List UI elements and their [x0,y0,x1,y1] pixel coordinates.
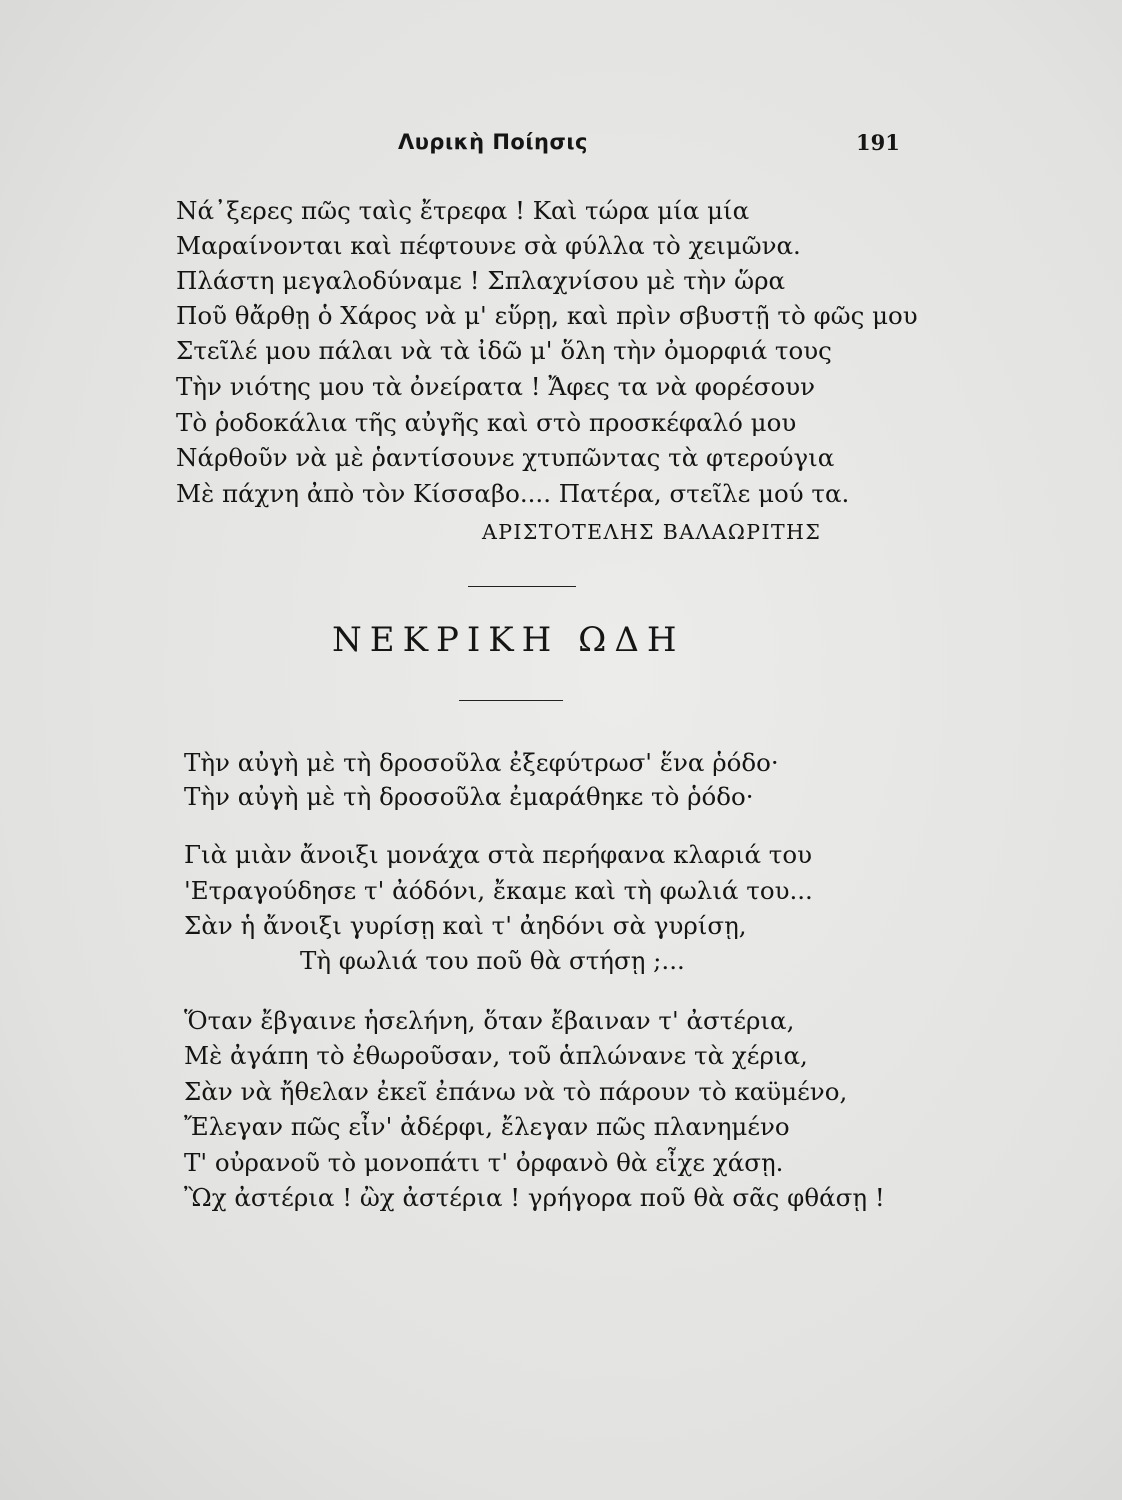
poem-line: Τ' οὐρανοῦ τὸ μονοπάτι τ' ὀρφανὸ θὰ εἶχε χάσῃ. [184,1148,784,1177]
poem-line: Μὲ ἀγάπη τὸ ἐθωροῦσαν, τοῦ ἁπλώνανε τὰ χέρια, [184,1041,808,1070]
poem-line: Τὴν νιότης μου τὰ ὀνείρατα ! Ἄφες τα νὰ φορέσουν [176,372,816,401]
poem-line: Σὰν νὰ ἤθελαν ἐκεῖ ἐπάνω νὰ τὸ πάρουν τὸ καϋμένο, [184,1077,848,1106]
poem-title: ΝΕΚΡΙΚΗ ΩΔΗ [332,620,685,660]
poem-line: Μαραίνονται καὶ πέφτουνε σὰ φύλλα τὸ χειμῶνα. [176,231,801,260]
poem-author: ΑΡΙΣΤΟΤΕΛΗΣ ΒΑΛΑΩΡΙΤΗΣ [482,520,822,544]
poem-line: Τὸ ῥοδοκάλια τῆς αὐγῆς καὶ στὸ προσκέφαλό μου [176,408,797,437]
poem-line: Νά᾽ξερες πῶς ταὶς ἔτρεφα ! Καὶ τώρα μία μία [176,196,750,225]
divider-rule [459,700,563,701]
poem-line: Ἔλεγαν πῶς εἶν' ἀδέρφι, ἔλεγαν πῶς πλανημένο [184,1112,790,1141]
poem-line: Ποῦ θἄρθῃ ὁ Χάρος νὰ μ' εὕρῃ, καὶ πρὶν σβυστῇ τὸ φῶς μου [176,301,918,330]
poem-line: Τὴ φωλιά του ποῦ θὰ στήσῃ ;... [300,946,685,975]
poem-line: Στεῖλέ μου πάλαι νὰ τὰ ἰδῶ μ' ὅλη τὴν ὀμορφιά τους [176,336,832,365]
poem-line: Γιὰ μιὰν ἄνοιξι μονάχα στὰ περήφανα κλαριά του [184,840,813,869]
poem-line: Πλάστη μεγαλοδύναμε ! Σπλαχνίσου μὲ τὴν ὥρα [176,266,786,295]
poem-line: Ὅταν ἔβγαινε ἡσελήνη, ὅταν ἔβαιναν τ' ἀστέρια, [184,1006,795,1035]
poem-line: Σὰν ἡ ἄνοιξι γυρίσῃ καὶ τ' ἀηδόνι σὰ γυρίσῃ, [184,911,747,940]
poem-line: Ὢχ ἀστέρια ! ὢχ ἀστέρια ! γρήγορα ποῦ θὰ σᾶς φθάσῃ ! [184,1183,885,1212]
poem-line: Τὴν αὐγὴ μὲ τὴ δροσοῦλα ἐμαράθηκε τὸ ῥόδο· [184,782,754,811]
poem-line: 'Ετραγούδησε τ' ἀόδόνι, ἔκαμε καὶ τὴ φωλιά του... [184,876,813,905]
poem-line: Τὴν αὐγὴ μὲ τὴ δροσοῦλα ἐξεφύτρωσ' ἕνα ῥόδο· [184,748,779,777]
running-head: Λυρικὴ Ποίησις [398,130,588,154]
divider-rule [468,586,576,587]
page-number: 191 [856,130,900,155]
poem-line: Νάρθοῦν νὰ μὲ ῥαντίσουνε χτυπῶντας τὰ φτερούγια [176,443,835,472]
poem-line: Μὲ πάχνη ἀπὸ τὸν Κίσσαβο.... Πατέρα, στεῖλε μού τα. [176,479,850,508]
